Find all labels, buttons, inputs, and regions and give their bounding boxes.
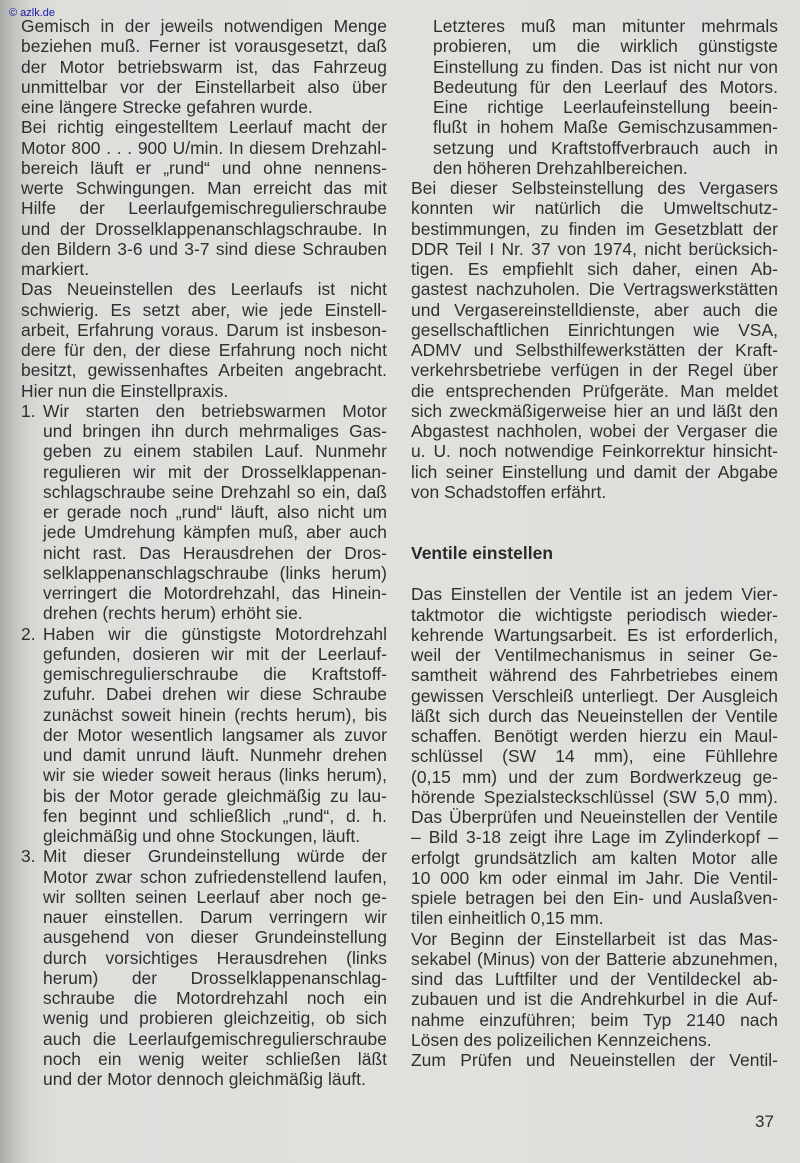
text-line: nicht rast. Das Herausdrehen der Dros- [43, 542, 387, 563]
text-line: er gerade noch „rund“ läuft, also nicht um [43, 502, 387, 522]
paragraph-valves-continued [411, 1050, 778, 1070]
text-line: auch die Leerlaufgemischregulierschraube [43, 1028, 387, 1049]
text-line: flußt in hohem Maße Gemischzusammen- [433, 117, 778, 138]
text-line: schlagschraube seine Drehzahl so ein, daß [43, 481, 387, 502]
text-line: fen beginnt und schließlich „rund“, d. h. [43, 805, 387, 826]
text-line: die entsprechenden Prüfgeräte. Man meldet [411, 380, 778, 401]
text-line: kehrende Wartungsarbeit. Es ist erforderlich, [411, 624, 778, 645]
left-column [21, 16, 387, 1089]
text-line: von Schadstoffen erfährt. [411, 481, 607, 502]
text-line: regulieren wir mit der Drosselklappenan- [43, 461, 387, 482]
section-heading: Ventile einstellen [411, 543, 554, 563]
text-line: zunächst soweit hinein (rechts herum), bis [43, 704, 387, 725]
text-line: unmittelbar vor der Einstellarbeit also über [21, 76, 387, 97]
text-line: ausgehend von dieser Grundeinstellung [43, 927, 387, 948]
text-line: eine längere Strecke gefahren wurde. [21, 97, 313, 117]
text-line: wir sie wieder soweit heraus (links herum), [43, 765, 387, 786]
text-line: markiert. [21, 259, 90, 279]
text-line: Hilfe der Leerlaufgemischregulierschraube [21, 198, 387, 219]
page-number: 37 [755, 1112, 774, 1131]
text-line: den Bildern 3-6 und 3-7 sind diese Schrauben [21, 238, 387, 259]
text-line: werte Schwingungen. Man erreicht das mit [21, 178, 387, 198]
text-line: dere für den, der diese Erfahrung noch nicht [21, 340, 387, 360]
text-line: Bei dieser Selbsteinstellung des Vergasers [411, 178, 778, 198]
paragraph-valves-schedule [411, 807, 778, 929]
text-line: Motor zwar schon zufriedenstellend laufen, [43, 866, 387, 887]
paragraph-valves-preparation [411, 929, 778, 1051]
paragraph-exhaust-test [411, 178, 778, 502]
text-line: schwierig. Es setzt aber, wie jede Einstell- [21, 299, 387, 320]
text-line: tigen. Es empfiehlt sich daher, einen Ab- [411, 259, 778, 279]
list-number: 3. [21, 846, 36, 867]
text-line: schaffen. Benötigt werden hierzu ein Maul- [411, 726, 778, 746]
text-line: besitzt, gewissenhaftes Arbeiten angebracht. [21, 360, 387, 381]
list-number: 2. [21, 623, 36, 644]
text-line: Hier nun die Einstellpraxis. [21, 380, 229, 401]
text-line: probieren, um die wirklich günstigste [433, 36, 778, 57]
text-line: durch vorsichtiges Herausdrehen (links [43, 947, 387, 968]
list-item [21, 624, 387, 847]
text-line: bestimmungen, zu finden im Gesetzblatt der [411, 218, 778, 239]
text-line: Wir starten den betriebswarmen Motor [43, 400, 387, 421]
text-line: der Motor wesentlich langsamer als zuvor [43, 724, 387, 745]
text-line: (0,15 mm) und der zum Bordwerkzeug ge- [411, 766, 778, 787]
list-item [21, 401, 387, 624]
text-line: gewissen Verschleiß unterliegt. Der Ausgleich [411, 685, 778, 706]
text-line: gesellschaftlichen Einrichtungen wie VSA, [411, 319, 778, 340]
text-line: Lösen des polizeilichen Kennzeichens. [411, 1029, 712, 1050]
text-line: gemischregulierschraube die Kraftstoff- [43, 664, 387, 684]
text-line: zufuhr. Dabei drehen wir diese Schraube [43, 684, 387, 705]
text-line: DDR Teil I Nr. 37 von 1974, nicht berücksich- [411, 238, 778, 259]
text-line: 10 000 km oder einmal im Jahr. Die Ventil- [411, 867, 778, 888]
text-line: bis der Motor gerade gleichmäßig zu lau- [43, 785, 387, 806]
text-line: verringert die Motordrehzahl, das Hinein- [43, 583, 387, 603]
text-line: Gemisch in der jeweils notwendigen Menge [21, 16, 387, 36]
text-line: samtheit während des Fahrbetriebes einem [411, 665, 778, 686]
text-line: taktmotor die wichtigste periodisch wieder- [411, 604, 778, 625]
text-line: schlüssel (SW 14 mm), eine Fühllehre [411, 746, 778, 767]
text-line: u. U. noch notwendige Feinkorrektur hinsicht- [411, 441, 778, 462]
text-line: Motor 800 . . . 900 U/min. In diesem Drehzahl- [21, 137, 387, 158]
text-line: der Motor betriebswarm ist, das Fahrzeug [21, 56, 387, 77]
text-line: schraube die Motordrehzahl noch ein [43, 988, 387, 1008]
text-line: wenig und probieren gleichzeitig, ob sich [43, 1008, 387, 1029]
text-line: und bringen ihn durch mehrmaliges Gas- [43, 421, 387, 441]
text-line: hörende Spezialsteckschlüssel (SW 5,0 mm). [411, 786, 778, 807]
text-line: gleichmäßig und ohne Stockungen, läuft. [43, 826, 361, 846]
text-line: nahme einzuführen; beim Typ 2140 nach [411, 1009, 778, 1030]
text-line: Abgastest nachholen, wobei der Vergaser die [411, 421, 778, 441]
procedure-list [21, 401, 387, 1090]
text-line: nauer einstellen. Darum verringern wir [43, 907, 387, 927]
text-line: Vor Beginn der Einstellarbeit ist das Mas- [411, 928, 778, 949]
right-column [411, 16, 778, 1070]
text-line: herum) der Drosselklappenanschlag- [43, 967, 387, 988]
text-line: zubauen und ist die Andrehkurbel in die Auf- [411, 989, 778, 1010]
list-item [21, 846, 387, 1089]
text-line: setzung und Kraftstoffverbrauch auch in [433, 137, 778, 158]
text-line: Bedeutung für den Leerlauf des Motors. [433, 76, 778, 97]
text-line: den höheren Drehzahlbereichen. [433, 157, 688, 178]
text-line: und der Motor dennoch gleichmäßig läuft. [43, 1069, 366, 1089]
text-line: Zum Prüfen und Neueinstellen der Ventil- [411, 1050, 778, 1070]
text-line: und damit unrund läuft. Nunmehr drehen [43, 745, 387, 765]
text-line: weil der Ventilmechanismus in seiner Ge- [411, 645, 778, 665]
text-line: wir sollten seinen Leerlauf aber noch ge- [43, 886, 387, 907]
text-line: selklappenanschlagschraube (links herum) [43, 562, 387, 583]
list-number: 1. [21, 400, 36, 421]
paragraph-valves-intro [411, 584, 778, 807]
paragraph-adjustment-intro [21, 279, 387, 401]
text-line: jede Umdrehung kämpfen muß, aber auch [43, 522, 387, 543]
text-line: noch ein wenig weiter schließen läßt [43, 1048, 387, 1069]
text-line: bereich läuft er „rund“ und ohne nennens- [21, 157, 387, 178]
text-line: geben zu einem stabilen Lauf. Nunmehr [43, 441, 387, 462]
text-line: beziehen muß. Ferner ist vorausgesetzt, daß [21, 36, 387, 57]
text-line: und der Drosselklappenanschlagschraube. In [21, 218, 387, 239]
paragraph-continuation [411, 16, 778, 178]
text-line: Letzteres muß man mitunter mehrmals [433, 16, 778, 36]
text-line: gastest nachzuholen. Die Vertragswerkstätten [411, 279, 778, 300]
text-line: – Bild 3-18 zeigt ihre Lage im Zylinderkopf – [411, 827, 778, 848]
text-line: sich zweckmäßigerweise hier an und läßt den [411, 400, 778, 421]
text-line: verkehrsbetriebe verfügen in der Regel über [411, 360, 778, 381]
text-line: sekabel (Minus) von der Batterie abzunehmen, [411, 948, 778, 969]
text-line: spiele betragen bei den Ein- und Auslaßven- [411, 888, 778, 908]
text-line: Das Überprüfen und Neueinstellen der Ventile [411, 807, 778, 827]
text-line: Haben wir die günstigste Motordrehzahl [43, 623, 387, 644]
text-line: konnten wir natürlich die Umweltschutz- [411, 198, 778, 219]
text-line: und Vergasereinstelldienste, aber auch die [411, 299, 778, 320]
paragraph-mixture [21, 16, 387, 117]
text-line: sind das Luftfilter und der Ventildeckel ab- [411, 969, 778, 989]
text-line: erfolgt grundsätzlich am kalten Motor alle [411, 847, 778, 868]
text-line: läßt sich durch das Neueinstellen der Ventile [411, 705, 778, 726]
text-line: lich seiner Einstellung und damit der Abgabe [411, 461, 778, 482]
text-line: Das Neueinstellen des Leerlaufs ist nicht [21, 279, 387, 300]
text-line: Mit dieser Grundeinstellung würde der [43, 846, 387, 867]
text-line: gefunden, dosieren wir mit der Leerlauf- [43, 643, 387, 664]
text-line: ADMV und Selbsthilfewerkstätten der Kraft- [411, 340, 778, 360]
watermark: © azlk.de [9, 7, 56, 19]
text-line: tilen einheitlich 0,15 mm. [411, 908, 604, 929]
text-line: drehen (rechts herum) erhöht sie. [43, 603, 303, 624]
text-line: Das Einstellen der Ventile ist an jedem Vier- [411, 584, 778, 605]
text-line: Eine richtige Leerlaufeinstellung beein- [433, 97, 778, 117]
text-line: arbeit, Erfahrung voraus. Darum ist insbeson- [21, 319, 387, 340]
paragraph-idle-speed [21, 117, 387, 279]
text-line: Bei richtig eingestelltem Leerlauf macht der [21, 117, 387, 138]
text-line: Einstellung zu finden. Das ist nicht nur von [433, 56, 778, 77]
